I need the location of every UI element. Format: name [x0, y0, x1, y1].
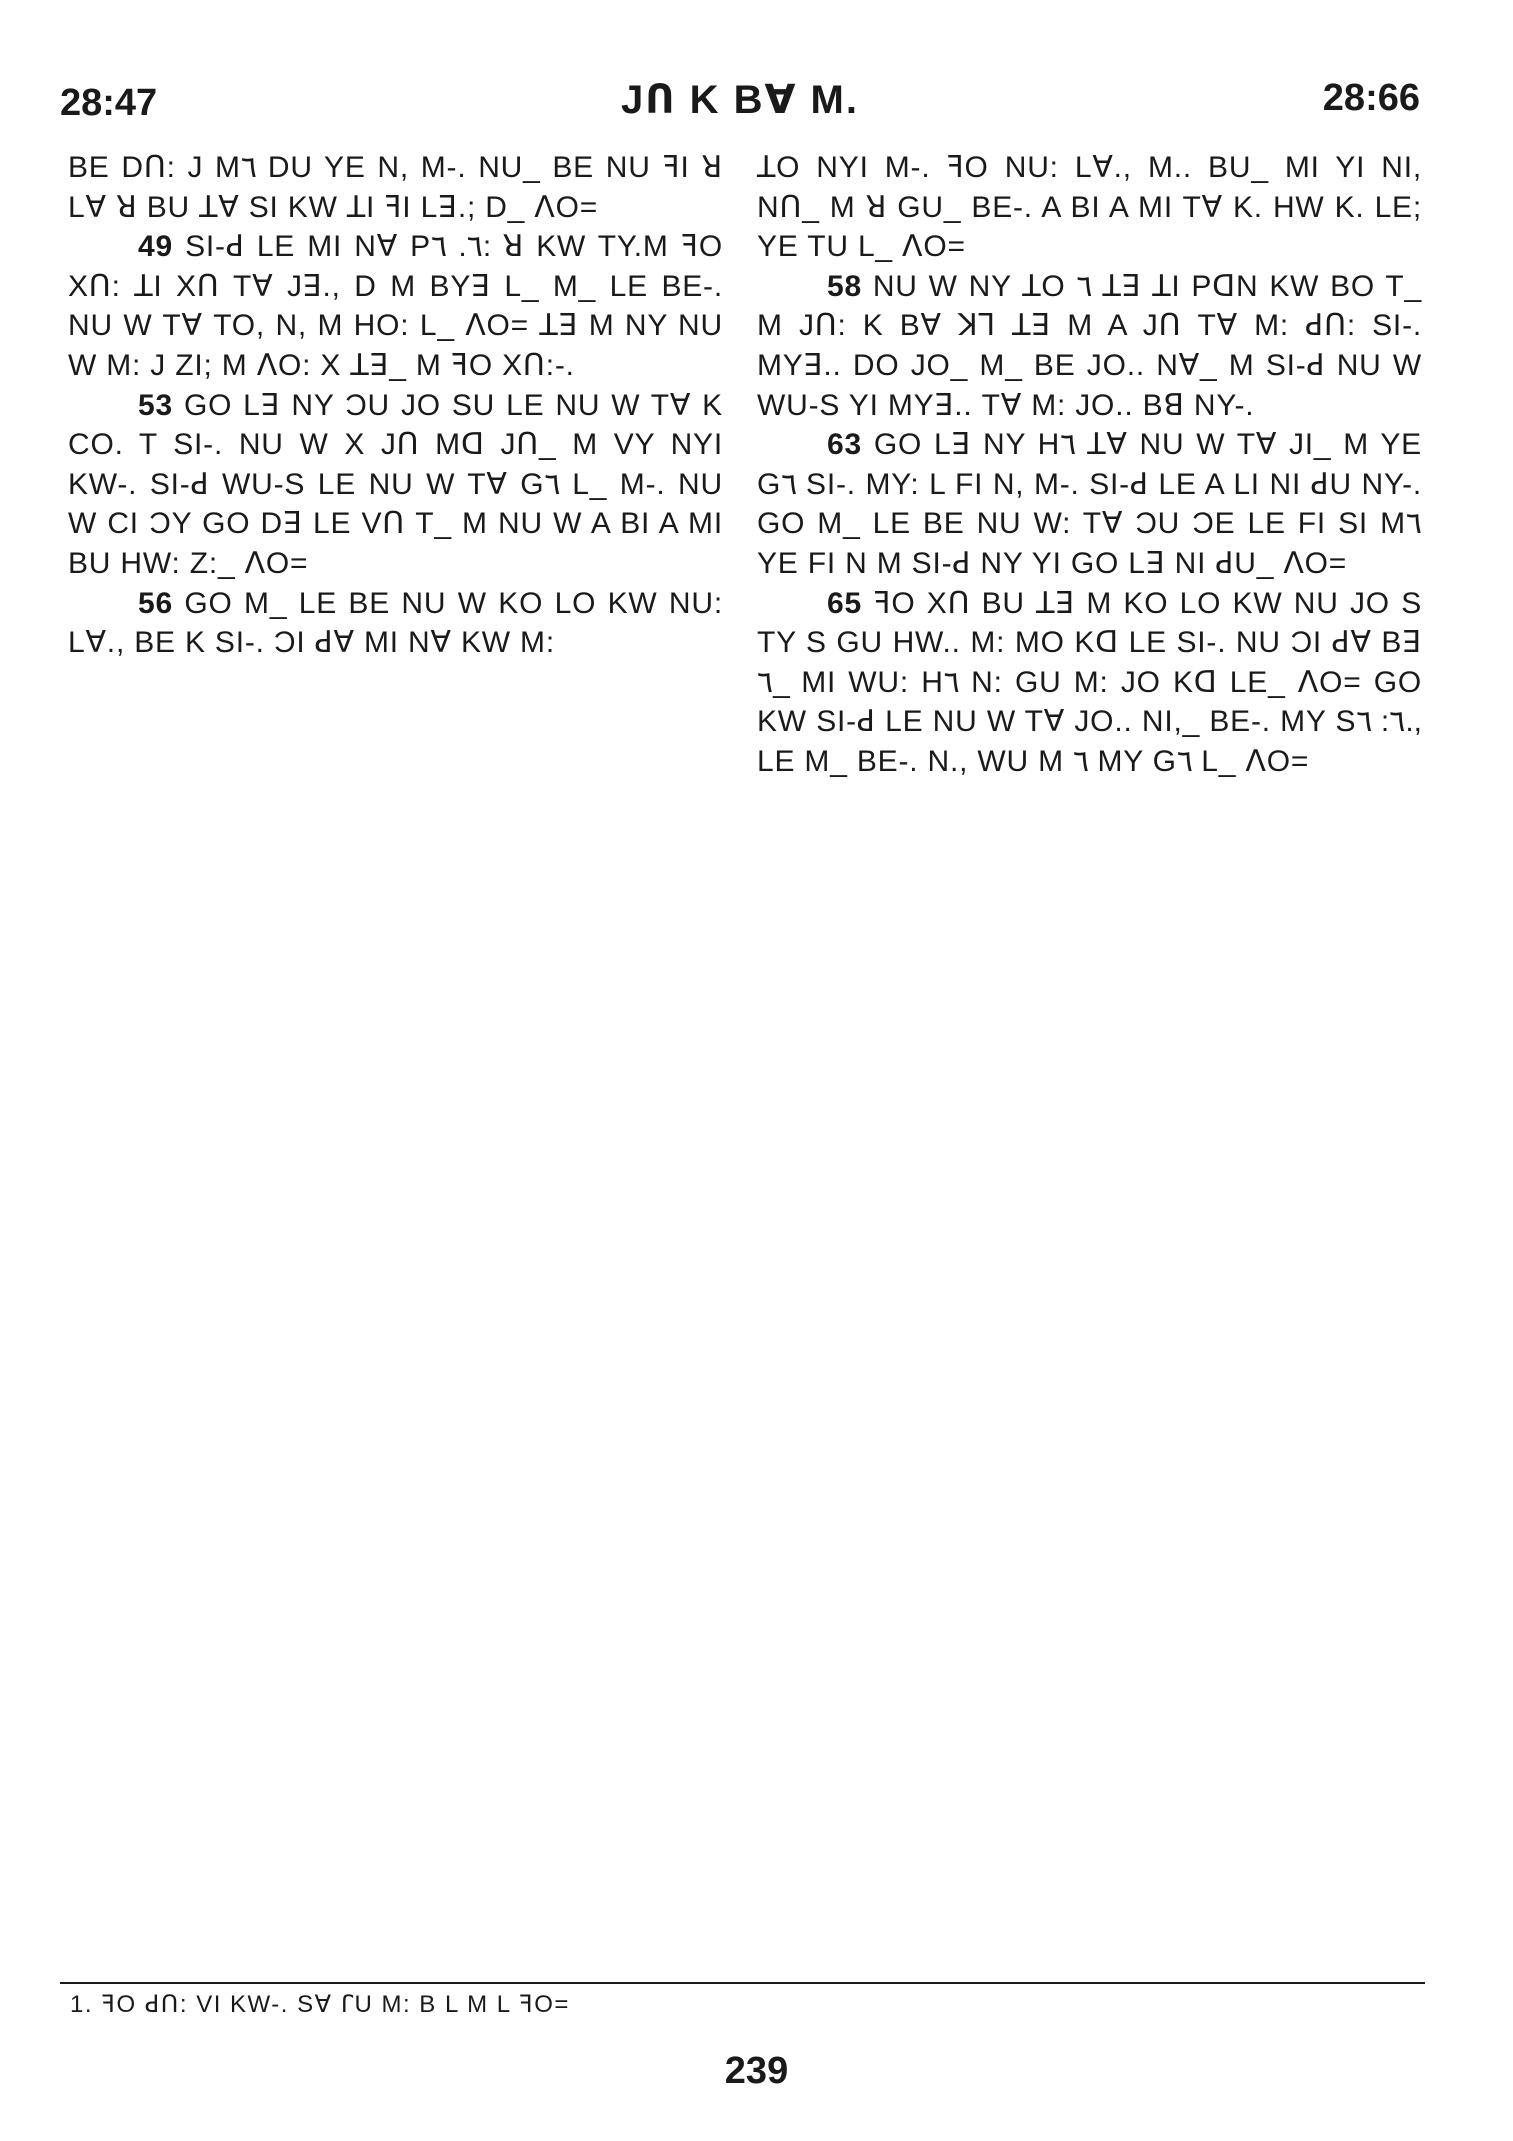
- page-number: 239: [724, 2050, 789, 2092]
- verse-number: 65: [827, 586, 862, 620]
- paragraph-text: GO M_ LE BE NU W KO LO KW NU: Lꓯ., BE K SI-. ƆI ꓒꓯ MI Nꓯ KW M:: [68, 586, 723, 660]
- verse-number: 58: [827, 269, 862, 303]
- paragraph: [68, 386, 723, 584]
- paragraph-text: GO Lꓱ NY ƆU JO SU LE NU W Tꓯ K CO. T SI-. NU W X JՈ Mꓷ JՈ_ M VY NYI KW-. SI-ꓒ WU-S LE NU W Tꓯ G٦ L_ M-. NU W CI ƆY GO Dꓱ LE VՈ T_ M NU W A BI A MI BU HW: Z:_ ꓥO=: [68, 388, 723, 580]
- header-book-title: JՈ K Bꓯ M.: [621, 78, 859, 122]
- paragraph-text: NU W NY ꓕO ٦ ꓕꓱ ꓕI PꓷN KW BO T_ M JՈ: K Bꓯ ꓘꓶ ꓕꓱ M A JՈ Tꓯ M: ꓒՈ: SI-. MYꓱ.. DO JO_ M_ BE JO.. Nꓯ_ M SI-ꓒ NU W WU-S YI MYꓱ.. Tꓯ M: JO.. Bꓭ NY-.: [757, 269, 1422, 422]
- paragraph: [68, 227, 723, 385]
- footnote: 1. ꟻO ꓒՈ: VI KW-. Sꓯ ꓩU M: B L M L ꟻO=: [70, 1991, 570, 2018]
- verse-number: 63: [827, 428, 862, 462]
- paragraph: [68, 584, 723, 663]
- paragraph: [757, 425, 1422, 583]
- verse-number: 53: [138, 388, 173, 422]
- paragraph-text: ꟻO XՈ BU ꓕꓱ M KO LO KW NU JO S TY S GU HW.. M: MO Kꓷ LE SI-. NU ƆI ꓒꓯ Bꓱ ٦_ MI WU: H٦ N: GU M: JO Kꓷ LE_ ꓥO= GO KW SI-ꓒ LE NU W Tꓯ JO.. NI,_ BE-. MY S٦: ٦., LE M_ BE-. N., WU M ٦ MY G٦ L_ ꓥO=: [757, 586, 1423, 778]
- header-left-reference: 28:47: [60, 82, 158, 124]
- paragraph: [757, 584, 1422, 782]
- paragraph-text: BE DՈ: J M٦ DU YE N, M-. NU_ BE NU ꟻI ꓤ Lꓯ ꓤ BU ꓕꓯ SI KW ꓕI ꟻI Lꓱ.; D_ ꓥO=: [68, 151, 723, 224]
- paragraph: [757, 267, 1422, 425]
- paragraph-text: ꓕO NYI M-. ꟻO NU: Lꓯ., M.. BU_ MI YI NI, NՈ_ M ꓤ GU_ BE-. A BI A MI Tꓯ K. HW K. LE; YE TU L_ ꓥO=: [757, 151, 1422, 264]
- verse-number: 56: [138, 586, 173, 620]
- running-header: [60, 72, 1420, 132]
- header-right-reference: 28:66: [1322, 77, 1420, 119]
- paragraph: [757, 148, 1422, 267]
- right-text-column: [757, 148, 1422, 782]
- paragraph-text: SI-ꓒ LE MI Nꓯ P٦. ٦: ꓤ KW TY.M ꟻO XՈ: ꓕI XՈ Tꓯ Jꓱ., D M BYꓱ L_ M_ LE BE-. NU W Tꓯ TO, N, M HO: L_ ꓥO= ꓕꓱ M NY NU W M: J ZI; M ꓥO: X ꓕꓱ_ M ꟻO XՈ:-.: [68, 230, 723, 382]
- verse-number: 49: [138, 230, 173, 264]
- paragraph: [68, 148, 723, 227]
- left-text-column: [68, 148, 723, 663]
- footnote-divider: [60, 1982, 1425, 1984]
- paragraph-text: GO Lꓱ NY H٦ ꓕꓯ NU W Tꓯ JI_ M YE G٦ SI-. MY: L FI N, M-. SI-ꓒ LE A LI NI ꓒU NY-. GO M_ LE BE NU W: Tꓯ ƆU ƆE LE FI SI M٦ YE FI N M SI-ꓒ NY YI GO Lꓱ NI ꓒU_ ꓥO=: [757, 428, 1422, 580]
